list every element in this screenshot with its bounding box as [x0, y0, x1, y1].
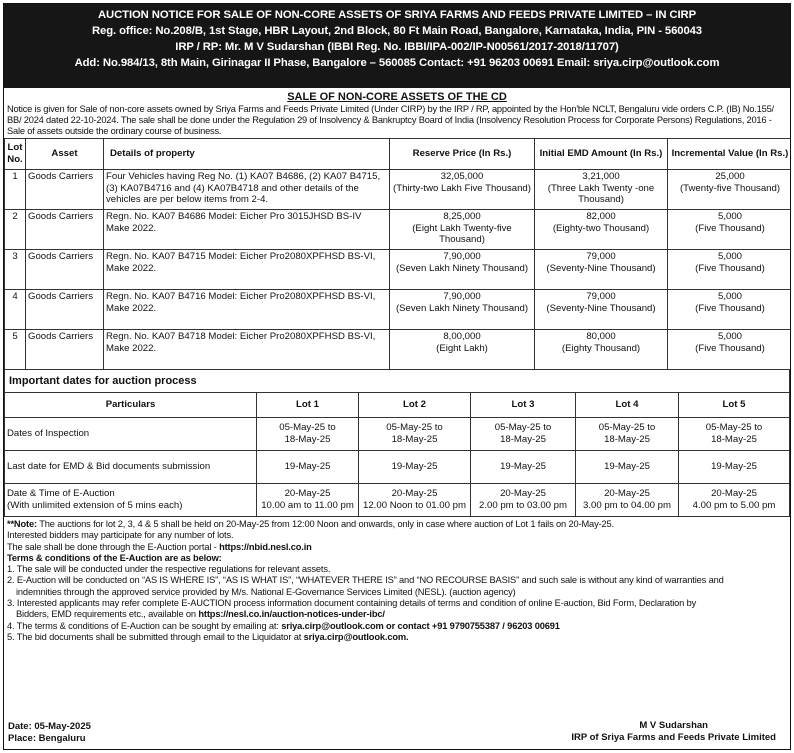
- footer: [4, 720, 790, 746]
- property-details: Regn. No. KA07 B4718 Model: Eicher Pro2080XPFHSD BS-VI, Make 2022.: [104, 330, 390, 370]
- sale-title: SALE OF NON-CORE ASSETS OF THE CD: [287, 91, 507, 103]
- notes-section: [4, 517, 790, 643]
- reserve-amount: 7,90,000: [443, 291, 481, 302]
- lot-4-date: [576, 484, 679, 517]
- signatory-name: M V Sudarshan: [639, 720, 708, 731]
- date-line-1: 20-May-25: [391, 488, 438, 500]
- term-2: 2. E-Auction will be conducted on “AS IS WHERE IS”, “AS IS WHAT IS”, “WHATEVER THERE IS” and “NO RECOURSE BASIS” and such sale is without any kind of warranties and: [7, 575, 724, 586]
- particular-text: Last date for EMD & Bid documents submission: [7, 461, 211, 473]
- property-details: Regn. No. KA07 B4715 Model: Eicher Pro2080XPFHSD BS-VI, Make 2022.: [104, 250, 390, 290]
- header-lot-4: Lot 4: [576, 393, 679, 418]
- dates-row: [5, 418, 790, 451]
- reserve-price: [390, 330, 535, 370]
- date-line-2: 3.00 pm to 04.00 pm: [583, 500, 671, 511]
- particular-text: Date & Time of E-Auction: [7, 488, 115, 500]
- dates-table: [4, 392, 790, 517]
- assets-table: [4, 138, 791, 370]
- nesl-link[interactable]: https://nesl.co.in/auction-notices-under-ibc/: [198, 609, 385, 620]
- increment-value: 5,000: [717, 331, 742, 342]
- asset-row: [5, 170, 792, 210]
- increment-value: 25,000: [715, 171, 745, 182]
- term-5: 5. The bid documents shall be submitted through email to the Liquidator at sriya.cirp@outlook.com.: [7, 631, 409, 642]
- increment-words: (Five Thousand): [695, 342, 765, 354]
- reserve-amount: 8,00,000: [443, 331, 481, 342]
- date-line-1: 19-May-25: [604, 461, 650, 473]
- lot-number: 4: [5, 290, 26, 330]
- lot-2-date: [359, 484, 471, 517]
- emd-value: 79,000: [586, 251, 616, 262]
- asset-type: Goods Carriers: [26, 210, 104, 250]
- date-line-2: 18-May-25: [711, 434, 757, 445]
- term-4: 4. The terms & conditions of E-Auction can be sought by emailing at: sriya.cirp@outlook.com or contact +91 9790755387 / 96203 00691: [7, 620, 560, 631]
- liquidator-email[interactable]: sriya.cirp@outlook.com.: [303, 631, 409, 642]
- increment-words: (Twenty-five Thousand): [679, 182, 781, 194]
- header-details: Details of property: [104, 139, 390, 170]
- footer-place: Place: Bengaluru: [8, 733, 86, 744]
- notice-paragraph: Notice is given for Sale of non-core assets owned by Sriya Farms and Feeds Private Limited (Under CIRP) by the IRP / RP, appointed by the Hon'ble NCLT, Bengaluru vide orders C.P. (IB) No.155/ BB/ 2024 dated 22-10-2024. The sale shall be done under the Regulation 29 of Insolvency & Bankruptcy Board of India (Insolvency Resolution Process for Corporate Persons) Regulations, 2016 -Sale of assets outside the ordinary course of business.: [7, 104, 774, 136]
- emd-value: 80,000: [586, 331, 616, 342]
- lot-4-date: [576, 418, 679, 451]
- reserve-words: (Eight Lakh): [436, 342, 488, 354]
- lot-number: 1: [5, 170, 26, 210]
- date-line-2: 10.00 am to 11.00 pm: [261, 500, 354, 511]
- particular-label: [5, 484, 257, 517]
- emd-words: (Three Lakh Twenty -one Thousand): [547, 182, 655, 206]
- date-line-2: 18-May-25: [284, 434, 331, 445]
- emd-value: 3,21,000: [582, 171, 620, 182]
- term-3: 3. Interested applicants may refer complete E-AUCTION process information document containing details of terms and condition of online E-auction, Bid Form, Declaration by: [7, 598, 697, 609]
- term-3-cont: Bidders, EMD requirements etc., available on https://nesl.co.in/auction-notices-under-ibc/: [16, 609, 385, 620]
- header-irp: IRP / RP: Mr. M V Sudarshan (IBBI Reg. No. IBBI/IPA-002/IP-N00561/2017-2018/11707): [175, 41, 619, 53]
- emd-words: (Seventy-Nine Thousand): [546, 302, 656, 314]
- date-line-2: 12.00 Noon to 01.00 pm: [363, 500, 466, 511]
- reserve-words: (Eight Lakh Twenty-five Thousand): [412, 222, 512, 246]
- dates-row: [5, 451, 790, 484]
- lot-2-date: [359, 451, 471, 484]
- increment-value: 5,000: [717, 291, 742, 302]
- emd-value: 79,000: [586, 291, 616, 302]
- lot-4-date: [576, 451, 679, 484]
- header-lot-2: Lot 2: [359, 393, 471, 418]
- date-line-1: 20-May-25: [284, 488, 331, 500]
- terms-heading: Terms & conditions of the E-Auction are as below:: [7, 552, 222, 563]
- portal-line: The sale shall be done through the E-Auction portal - https://nbid.nesl.co.in: [7, 541, 312, 552]
- date-line-2: 18-May-25: [604, 434, 650, 445]
- emd-words: (Eighty Thousand): [561, 342, 641, 354]
- date-line-1: 05-May-25 to: [705, 422, 763, 434]
- lot-2-date: [359, 418, 471, 451]
- lot-3-date: [471, 451, 576, 484]
- signatory-role: IRP of Sriya Farms and Feeds Private Limited: [571, 732, 776, 743]
- asset-row: [5, 290, 792, 330]
- emd-amount: [535, 290, 668, 330]
- header-lot-3: Lot 3: [471, 393, 576, 418]
- asset-row: [5, 210, 792, 250]
- header-reserve: Reserve Price (In Rs.): [390, 139, 535, 170]
- incremental-value: [668, 210, 792, 250]
- increment-words: (Five Thousand): [695, 262, 765, 274]
- date-line-1: 19-May-25: [500, 461, 546, 473]
- date-line-1: 05-May-25 to: [386, 422, 443, 434]
- emd-amount: [535, 250, 668, 290]
- header-address: Add: No.984/13, 8th Main, Girinagar II Phase, Bangalore – 560085 Contact: +91 96203 00691 Email: sriya.cirp@outlook.com: [74, 57, 720, 69]
- asset-type: Goods Carriers: [26, 330, 104, 370]
- reserve-amount: 7,90,000: [443, 251, 481, 262]
- lot-1-date: [257, 484, 359, 517]
- dates-title: Important dates for auction process: [4, 370, 790, 392]
- increment-value: 5,000: [717, 251, 742, 262]
- note: **Note: The auctions for lot 2, 3, 4 & 5 shall be held on 20-May-25 from 12:00 Noon and onwards, only in case where auction of Lot 1 fails on 20-May-25.: [7, 519, 614, 529]
- bidders-line: Interested bidders may participate for any number of lots.: [7, 530, 234, 541]
- reserve-price: [390, 290, 535, 330]
- asset-row: [5, 330, 792, 370]
- property-details: Four Vehicles having Reg No. (1) KA07 B4686, (2) KA07 B4715, (3) KA07B4716 and (4) KA07B4718 and other details of the vehicles are per below items from 2-4.: [104, 170, 390, 210]
- reserve-price: [390, 210, 535, 250]
- reserve-amount: 8,25,000: [443, 211, 481, 222]
- reserve-amount: 32,05,000: [440, 171, 484, 182]
- reserve-words: (Seven Lakh Ninety Thousand): [395, 262, 529, 274]
- date-line-1: 05-May-25 to: [279, 422, 336, 434]
- emd-words: (Seventy-Nine Thousand): [546, 262, 656, 274]
- increment-words: (Five Thousand): [695, 302, 765, 314]
- reserve-price: [390, 170, 535, 210]
- date-line-1: 20-May-25: [711, 488, 757, 500]
- incremental-value: [668, 170, 792, 210]
- header-asset: Asset: [26, 139, 104, 170]
- auction-notice: [3, 3, 791, 750]
- header-lot: Lot No.: [5, 139, 26, 170]
- footer-date: Date: 05-May-2025: [8, 721, 91, 732]
- emd-words: (Eighty-two Thousand): [552, 222, 650, 234]
- particular-label: [5, 451, 257, 484]
- lot-5-date: [679, 484, 790, 517]
- term-1: 1. The sale will be conducted under the respective regulations for relevant assets.: [7, 564, 331, 575]
- date-line-2: 18-May-25: [500, 434, 546, 445]
- date-line-2: 4.00 pm to 5.00 pm: [692, 500, 776, 511]
- emd-amount: [535, 330, 668, 370]
- date-line-1: 20-May-25: [500, 488, 546, 500]
- asset-type: Goods Carriers: [26, 170, 104, 210]
- date-line-2: 2.00 pm to 03.00 pm: [479, 500, 567, 511]
- portal-link[interactable]: https://nbid.nesl.co.in: [219, 541, 312, 552]
- emd-amount: [535, 210, 668, 250]
- date-line-1: 19-May-25: [711, 461, 757, 473]
- emd-value: 82,000: [586, 211, 616, 222]
- increment-words: (Five Thousand): [695, 222, 765, 234]
- lot-1-date: [257, 418, 359, 451]
- lot-5-date: [679, 418, 790, 451]
- header-lot-1: Lot 1: [257, 393, 359, 418]
- particular-text: Dates of Inspection: [7, 428, 90, 440]
- reserve-words: (Seven Lakh Ninety Thousand): [395, 302, 529, 314]
- header-reg-office: Reg. office: No.208/B, 1st Stage, HBR Layout, 2nd Block, 80 Ft Main Road, Bangalore, Karnataka, India, PIN - 560043: [92, 25, 702, 37]
- lot-number: 3: [5, 250, 26, 290]
- header-particulars: Particulars: [5, 393, 257, 418]
- incremental-value: [668, 290, 792, 330]
- incremental-value: [668, 330, 792, 370]
- increment-value: 5,000: [717, 211, 742, 222]
- particular-subtext: (With unlimited extension of 5 mins each): [7, 500, 183, 511]
- date-line-1: 05-May-25 to: [494, 422, 552, 434]
- date-line-2: 18-May-25: [391, 434, 438, 445]
- term-2-cont: indemnities through the approved service provided by M/s. National E-Governance Services Limited (NESL). (auction agency): [16, 586, 516, 597]
- lot-3-date: [471, 484, 576, 517]
- date-line-1: 05-May-25 to: [598, 422, 656, 434]
- header-lot-5: Lot 5: [679, 393, 790, 418]
- header-emd: Initial EMD Amount (In Rs.): [535, 139, 668, 170]
- lot-5-date: [679, 451, 790, 484]
- lot-number: 5: [5, 330, 26, 370]
- header-increment: Incremental Value (In Rs.): [668, 139, 792, 170]
- lot-3-date: [471, 418, 576, 451]
- property-details: Regn. No. KA07 B4686 Model: Eicher Pro 3015JHSD BS-IV Make 2022.: [104, 210, 390, 250]
- asset-type: Goods Carriers: [26, 250, 104, 290]
- dates-header-row: [5, 393, 790, 418]
- lot-number: 2: [5, 210, 26, 250]
- asset-type: Goods Carriers: [26, 290, 104, 330]
- asset-row: [5, 250, 792, 290]
- notice-header: [4, 4, 790, 88]
- contact-email[interactable]: sriya.cirp@outlook.com or contact +91 9790755387 / 96203 00691: [281, 620, 560, 631]
- reserve-words: (Thirty-two Lakh Five Thousand): [393, 182, 531, 194]
- date-line-1: 20-May-25: [604, 488, 650, 500]
- header-title: AUCTION NOTICE FOR SALE OF NON-CORE ASSETS OF SRIYA FARMS AND FEEDS PRIVATE LIMITED – IN CIRP: [97, 9, 697, 21]
- lot-1-date: [257, 451, 359, 484]
- emd-amount: [535, 170, 668, 210]
- incremental-value: [668, 250, 792, 290]
- dates-row: [5, 484, 790, 517]
- date-line-1: 19-May-25: [391, 461, 438, 473]
- reserve-price: [390, 250, 535, 290]
- date-line-1: 19-May-25: [284, 461, 331, 473]
- particular-label: [5, 418, 257, 451]
- property-details: Regn. No. KA07 B4716 Model: Eicher Pro2080XPFHSD BS-VI, Make 2022.: [104, 290, 390, 330]
- assets-header-row: [5, 139, 792, 170]
